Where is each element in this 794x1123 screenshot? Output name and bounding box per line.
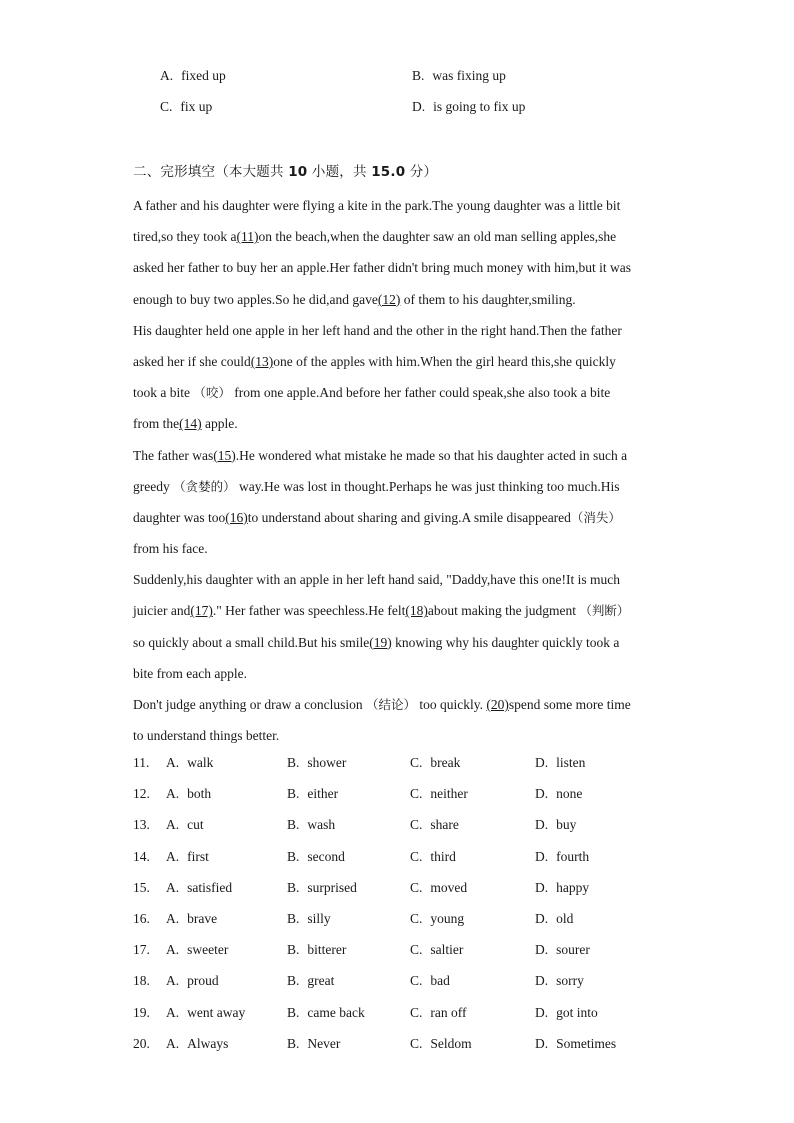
option-text: sourer: [556, 942, 590, 958]
passage-line: [133, 627, 673, 658]
passage-text: from his face.: [133, 541, 208, 557]
option-text: moved: [430, 879, 468, 895]
option-text: Always: [187, 1035, 229, 1051]
option-b[interactable]: [412, 66, 664, 97]
question-number: 18.: [133, 973, 150, 989]
answer-option[interactable]: [410, 753, 535, 784]
option-letter: B.: [287, 879, 300, 895]
passage-line: [133, 720, 673, 751]
option-text: proud: [187, 973, 219, 989]
option-text: neither: [430, 786, 468, 802]
option-text: happy: [556, 879, 590, 895]
passage-line: [133, 190, 673, 221]
passage-line: [133, 533, 673, 564]
blank-number: (14): [179, 416, 202, 432]
answer-option[interactable]: [410, 784, 535, 815]
answer-option[interactable]: [166, 878, 287, 909]
option-letter: B.: [287, 1004, 300, 1020]
passage-text: A father and his daughter were flying a kite in the park.The young daughter was a little bit: [133, 198, 621, 213]
option-letter: A.: [166, 1035, 180, 1051]
passage-text: juicier and: [133, 603, 191, 619]
question-list: [133, 753, 673, 1065]
passage-text: about making the judgment: [427, 603, 580, 619]
option-text: wash: [307, 817, 336, 833]
option-text: is going to fix up: [433, 99, 526, 114]
answer-option[interactable]: [287, 1003, 410, 1034]
option-letter: D.: [535, 942, 549, 958]
answer-option[interactable]: [535, 1034, 658, 1065]
passage-text: spend some more time: [508, 697, 631, 712]
answer-option[interactable]: [410, 909, 535, 940]
answer-option[interactable]: [166, 940, 287, 971]
section-mid: 小题，共: [307, 164, 372, 180]
option-letter: D.: [535, 1004, 549, 1020]
option-letter: A.: [166, 973, 180, 989]
option-letter: B.: [287, 1035, 300, 1051]
section-heading: [133, 160, 437, 180]
question-row: [133, 878, 673, 909]
option-letter: C.: [410, 786, 423, 802]
passage-text: took a bite: [133, 385, 194, 401]
option-text: was fixing up: [432, 68, 506, 83]
answer-option[interactable]: [287, 971, 410, 1002]
blank-number: (19): [369, 634, 392, 650]
answer-option[interactable]: [535, 815, 658, 846]
passage-text: to understand things better.: [133, 728, 280, 744]
answer-option[interactable]: [535, 878, 658, 909]
passage-line: [133, 471, 673, 502]
chinese-gloss: （消失）: [570, 509, 621, 525]
option-text: shower: [307, 755, 347, 770]
passage-text: so quickly about a small child.But his smile: [133, 634, 370, 650]
passage-line: [133, 346, 673, 377]
answer-option[interactable]: [535, 784, 658, 815]
answer-option[interactable]: [166, 971, 287, 1002]
answer-option[interactable]: [410, 971, 535, 1002]
section-suffix: 分）: [405, 164, 438, 180]
question-number: 14.: [133, 848, 150, 864]
question-row: [133, 1003, 673, 1034]
question-row: [133, 971, 673, 1002]
passage-text: from the: [133, 416, 180, 432]
option-letter: C.: [410, 1035, 423, 1051]
option-letter: C.: [410, 1004, 423, 1020]
option-text: first: [187, 848, 209, 864]
option-letter: B.: [287, 848, 300, 864]
blank-number: (20): [486, 697, 509, 712]
option-text: none: [556, 786, 583, 802]
passage-line: [133, 252, 673, 283]
option-letter: D.: [535, 910, 549, 926]
option-text: buy: [556, 817, 577, 833]
option-letter: D.: [535, 1035, 549, 1051]
option-text: sweeter: [187, 942, 229, 958]
passage-line: [133, 221, 673, 252]
answer-option[interactable]: [166, 909, 287, 940]
option-text: satisfied: [187, 879, 233, 895]
answer-option[interactable]: [166, 1003, 287, 1034]
passage-text: to understand about sharing and giving.A smile disappeared: [247, 509, 571, 525]
option-letter: A.: [166, 1004, 180, 1020]
previous-question-options: [160, 66, 680, 128]
option-c[interactable]: [160, 97, 412, 128]
option-letter: A.: [166, 786, 180, 802]
option-letter: C.: [410, 879, 423, 895]
option-row: [160, 97, 680, 128]
answer-option[interactable]: [166, 784, 287, 815]
option-text: came back: [307, 1004, 365, 1020]
option-text: Never: [307, 1035, 341, 1051]
option-letter: A.: [160, 68, 174, 83]
section-count: 10: [288, 164, 308, 180]
option-letter: C.: [410, 848, 423, 864]
option-text: listen: [556, 755, 586, 770]
option-letter: C.: [160, 99, 173, 114]
question-row: [133, 1034, 673, 1065]
answer-option[interactable]: [166, 815, 287, 846]
passage-line: [133, 284, 673, 315]
question-number: 16.: [133, 910, 150, 926]
option-text: brave: [187, 910, 218, 926]
passage-text: too quickly.: [416, 697, 487, 712]
option-text: Sometimes: [556, 1035, 617, 1051]
option-letter: D.: [535, 879, 549, 895]
option-text: fourth: [556, 848, 590, 864]
chinese-gloss: （贪婪的）: [173, 478, 236, 494]
blank-number: (15): [213, 447, 236, 463]
answer-option[interactable]: [410, 847, 535, 878]
option-text: share: [430, 817, 459, 833]
option-text: surprised: [307, 879, 357, 895]
option-letter: D.: [535, 817, 549, 833]
answer-option[interactable]: [287, 878, 410, 909]
passage-text: one of the apples with him.When the girl heard this,she quickly: [273, 353, 616, 369]
section-score: 15.0: [371, 164, 406, 180]
answer-option[interactable]: [410, 940, 535, 971]
passage-text: His daughter held one apple in her left hand and the other in the right hand.Then the father: [133, 322, 622, 338]
option-text: break: [430, 755, 461, 770]
question-row: [133, 909, 673, 940]
option-letter: D.: [412, 99, 426, 114]
passage-line: [133, 502, 673, 533]
answer-option[interactable]: [287, 753, 410, 784]
passage-line: [133, 564, 673, 595]
question-row: [133, 940, 673, 971]
answer-option[interactable]: [535, 1003, 658, 1034]
option-letter: B.: [287, 786, 300, 802]
answer-option[interactable]: [166, 847, 287, 878]
passage-text: Suddenly,his daughter with an apple in her left hand said, "Daddy,have this one!It is much: [133, 572, 621, 588]
answer-option[interactable]: [287, 815, 410, 846]
passage-text: apple.: [201, 416, 238, 432]
answer-option[interactable]: [535, 940, 658, 971]
answer-option[interactable]: [410, 1003, 535, 1034]
passage-line: [133, 377, 673, 408]
passage-text: asked her if she could: [133, 353, 251, 369]
option-text: great: [307, 973, 335, 989]
blank-number: (11): [236, 229, 259, 245]
blank-number: (16): [225, 509, 248, 525]
option-text: went away: [187, 1004, 246, 1020]
blank-number: (18): [405, 603, 428, 619]
answer-option[interactable]: [287, 909, 410, 940]
passage-text: asked her father to buy her an apple.Her father didn't bring much money with him,but it was: [133, 260, 632, 276]
answer-option[interactable]: [535, 847, 658, 878]
answer-option[interactable]: [410, 878, 535, 909]
option-a[interactable]: [160, 66, 412, 97]
answer-option[interactable]: [166, 1034, 287, 1065]
option-letter: C.: [410, 755, 423, 770]
option-text: third: [430, 848, 456, 864]
option-text: both: [187, 786, 212, 802]
chinese-gloss: （判断）: [579, 603, 630, 619]
passage-text: tired,so they took a: [133, 229, 237, 245]
option-text: got into: [556, 1004, 598, 1020]
passage-line: [133, 408, 673, 439]
passage-line: [133, 440, 673, 471]
option-letter: B.: [287, 755, 300, 770]
option-letter: C.: [410, 817, 423, 833]
option-letter: C.: [410, 973, 423, 989]
option-letter: A.: [166, 848, 180, 864]
passage-text: of them to his daughter,smiling.: [400, 291, 576, 307]
passage-line: [133, 658, 673, 689]
option-letter: A.: [166, 879, 180, 895]
passage-line: [133, 595, 673, 626]
option-text: ran off: [430, 1004, 467, 1020]
option-letter: D.: [535, 973, 549, 989]
chinese-gloss: （结论）: [366, 697, 417, 712]
question-number: 15.: [133, 879, 150, 895]
question-number: 11.: [133, 755, 150, 770]
passage-text: enough to buy two apples.So he did,and gave: [133, 291, 378, 307]
option-text: saltier: [430, 942, 464, 958]
passage-text: The father was: [133, 447, 214, 463]
answer-option[interactable]: [287, 940, 410, 971]
option-letter: C.: [410, 942, 423, 958]
answer-option[interactable]: [287, 847, 410, 878]
option-text: Seldom: [430, 1035, 472, 1051]
chinese-gloss: （咬）: [193, 385, 231, 401]
passage-text: bite from each apple.: [133, 665, 247, 681]
option-letter: A.: [166, 910, 180, 926]
answer-option[interactable]: [410, 815, 535, 846]
blank-number: (13): [250, 353, 274, 369]
option-text: silly: [307, 910, 331, 926]
option-letter: B.: [287, 973, 300, 989]
option-text: fixed up: [181, 68, 226, 83]
answer-option[interactable]: [166, 753, 287, 784]
option-text: old: [556, 910, 574, 926]
question-number: 12.: [133, 786, 150, 802]
option-letter: D.: [535, 786, 549, 802]
answer-option[interactable]: [535, 753, 658, 784]
cloze-passage: [133, 190, 673, 751]
passage-text: way.He was lost in thought.Perhaps he was just thinking too much.His: [235, 478, 620, 494]
answer-option[interactable]: [410, 1034, 535, 1065]
option-text: second: [307, 848, 345, 864]
option-letter: A.: [166, 755, 180, 770]
section-prefix: 二、完形填空（本大题共: [133, 164, 289, 180]
option-row: [160, 66, 680, 97]
passage-text: daughter was too: [133, 509, 226, 525]
option-d[interactable]: [412, 97, 664, 128]
passage-line: [133, 315, 673, 346]
option-letter: D.: [535, 755, 549, 770]
option-letter: C.: [410, 910, 423, 926]
question-row: [133, 847, 673, 878]
question-row: [133, 784, 673, 815]
question-number: 19.: [133, 1004, 150, 1020]
passage-text: knowing why his daughter quickly took a: [391, 634, 620, 650]
question-row: [133, 815, 673, 846]
blank-number: (17): [190, 603, 213, 619]
option-text: bitterer: [307, 942, 347, 958]
question-number: 13.: [133, 817, 150, 833]
passage-text: Don't judge anything or draw a conclusion: [133, 697, 367, 712]
question-number: 20.: [133, 1035, 150, 1051]
option-text: cut: [187, 817, 204, 833]
option-letter: A.: [166, 942, 180, 958]
option-letter: A.: [166, 817, 180, 833]
option-text: young: [430, 910, 465, 926]
passage-text: on the beach,when the daughter saw an old man selling apples,she: [258, 229, 617, 245]
passage-text: ." Her father was speechless.He felt: [212, 603, 406, 619]
option-text: either: [307, 786, 339, 802]
option-text: sorry: [556, 973, 584, 989]
passage-text: from one apple.And before her father could speak,she also took a bite: [230, 385, 611, 401]
option-letter: D.: [535, 848, 549, 864]
question-number: 17.: [133, 942, 150, 958]
option-letter: B.: [287, 910, 300, 926]
answer-option[interactable]: [535, 909, 658, 940]
option-letter: B.: [287, 942, 300, 958]
answer-option[interactable]: [287, 784, 410, 815]
blank-number: (12): [377, 291, 401, 307]
option-text: bad: [430, 973, 450, 989]
passage-text: .He wondered what mistake he made so that his daughter acted in such a: [235, 447, 628, 463]
option-letter: B.: [287, 817, 300, 833]
passage-line: [133, 689, 673, 720]
question-row: [133, 753, 673, 784]
answer-option[interactable]: [535, 971, 658, 1002]
passage-text: greedy: [133, 478, 174, 494]
option-letter: B.: [412, 68, 425, 83]
option-text: walk: [187, 755, 214, 770]
answer-option[interactable]: [287, 1034, 410, 1065]
option-text: fix up: [180, 99, 213, 114]
